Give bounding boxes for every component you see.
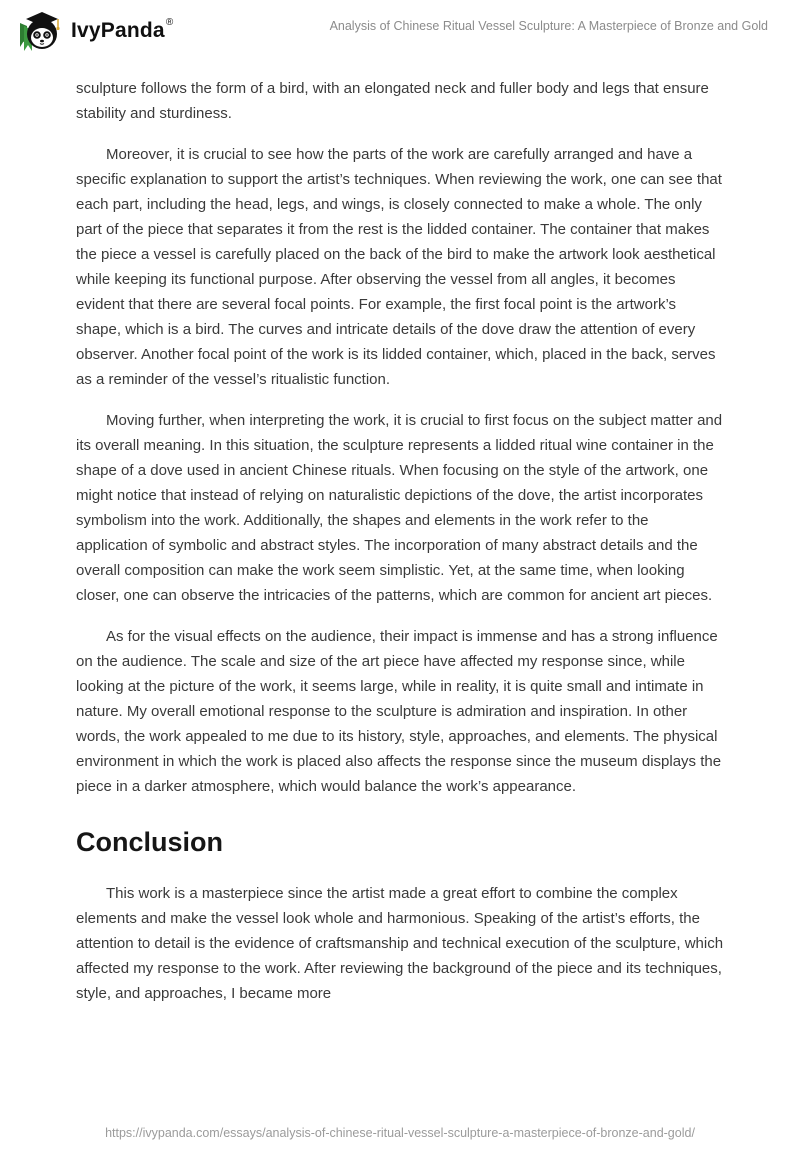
paragraph: Moreover, it is crucial to see how the parts of the work are carefully arranged and have a specific explanation to support the artist’s techniques. When reviewing the work, one can see that each part, including the head, legs, and wings, is closely connected to make a whole. The only part of the piece that separates it from the rest is the lidded container. The container that makes the piece a vessel is carefully placed on the back of the bird to make the artwork look aesthetical while keeping its functional purpose. After observing the vessel from all angles, it becomes evident that there are several focal points. For example, the first focal point is the artwork’s shape, which is a bird. The curves and intricate details of the dove draw the attention of every observer. Another focal point of the work is its lidded container, which, placed in the back, serves as a reminder of the vessel’s ritualistic function. <box>76 146 722 388</box>
ivypanda-logo-icon <box>16 8 62 54</box>
paragraph: This work is a masterpiece since the artist made a great effort to combine the complex elements and make the vessel look whole and harmonious. Speaking of the artist’s efforts, the attention to detail is the evidence of craftsmanship and technical execution of the sculpture, which affected my response to the work. After reviewing the background of the piece and its techniques, style, and approaches, I became more <box>76 885 724 1003</box>
brand-name-wrap <box>71 8 173 54</box>
paragraph: sculpture follows the form of a bird, with an elongated neck and fuller body and legs that ensure stability and sturdiness. <box>76 80 709 122</box>
paragraph: Moving further, when interpreting the work, it is crucial to first focus on the subject matter and its overall meaning. In this situation, the sculpture represents a lidded ritual wine container in the shape of a dove used in ancient Chinese rituals. When focusing on the style of the artwork, one might notice that instead of relying on naturalistic depictions of the dove, the artist incorporates symbolism into the work. Additionally, the shapes and elements in the work refer to the application of symbolic and abstract styles. The incorporation of many abstract details and the overall composition can make the work seem simplistic. Yet, at the same time, when looking closer, one can observe the intricacies of the patterns, which are common for ancient art pieces. <box>76 412 723 604</box>
source-url[interactable]: https://ivypanda.com/essays/analysis-of-chinese-ritual-vessel-sculpture-a-masterpiece-of-bronze-and-gold/ <box>105 1126 695 1140</box>
page-footer <box>0 1124 800 1142</box>
registered-mark: ® <box>165 17 174 28</box>
brand-name: IvyPanda <box>71 19 165 42</box>
essay-content <box>0 62 800 1006</box>
brand[interactable] <box>16 8 173 54</box>
document-title: Analysis of Chinese Ritual Vessel Sculpture: A Masterpiece of Bronze and Gold <box>329 19 768 33</box>
conclusion-heading: Conclusion <box>76 827 223 857</box>
paragraph: As for the visual effects on the audience, their impact is immense and has a strong influence on the audience. The scale and size of the art piece have affected my response since, while looking at the picture of the work, it seems large, while in reality, it is quite small and intimate in nature. My overall emotional response to the sculpture is admiration and inspiration. In other words, the work appealed to me due to its history, style, approaches, and elements. The physical environment in which the work is placed also affects the response since the museum displays the piece in a darker atmosphere, which would balance the work’s appearance. <box>76 628 722 795</box>
page-header <box>0 0 800 62</box>
